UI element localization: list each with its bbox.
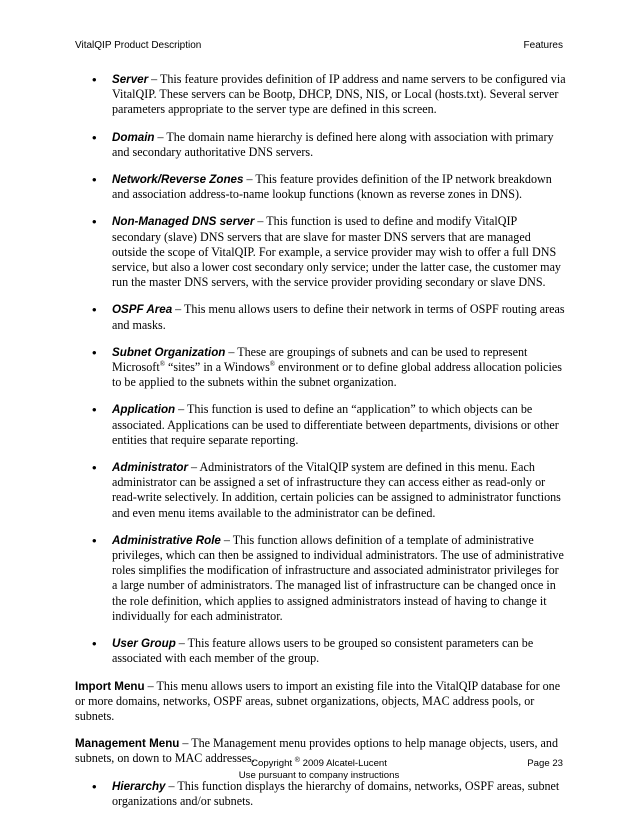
bullet-term: Administrator [112, 461, 189, 475]
bullet-marker: • [92, 129, 97, 145]
bullet-text: – This function is used to define an “application” to which objects can be associated. Applications can be used to differentiate between departments, divisions or other entities that require separate reporting. [112, 402, 559, 447]
bullet-text: – This feature allows users to be grouped so consistent parameters can be associated with each member of the group. [112, 636, 534, 666]
bullet-text-part2: “sites” in a Windows [165, 360, 270, 375]
bullet-text: – This function allows definition of a template of administrative privileges, which can then be assigned to individual administrators. The use of administrative roles simplifies the modification of infrastructure and associated administrator privileges for a large number of administrators. The managed list of infrastructure can be changed once in the role definition, which applies to assigned administrators instead of having to change it individually for each administrator. [112, 532, 564, 623]
paragraph-term: Management Menu [75, 737, 180, 751]
bullet-marker: • [92, 214, 97, 230]
bullet-term: OSPF Area [112, 303, 173, 317]
page-footer [75, 758, 563, 788]
bullet-server [75, 72, 567, 118]
bullet-marker: • [92, 778, 97, 794]
paragraph-text: – This menu allows users to import an existing file into the VitalQIP database for one or more domains, networks, OSPF areas, subnet organizations, objects, MAC address pools, or subnets. [75, 678, 561, 723]
bullet-text: – This feature provides definition of the IP network breakdown and association address-to-name lookup functions (known as reverse zones in DNS). [112, 172, 552, 202]
bullet-term: Server [112, 73, 149, 86]
bullet-text: – This function is used to define and modify VitalQIP secondary (slave) DNS servers that are slave for master DNS servers that are managed outside the scope of VitalQIP. For example, a service provider may wish to offer a full DNS service, but also a lower cost secondary only service; under the latter case, the customer may run the master DNS servers, with the service provider providing secondary or slave DNS. [112, 214, 561, 290]
bullet-text-part3: environment or to define global address allocation policies to be applied to the subnets within the subnet organization. [112, 360, 562, 390]
bullet-ospf-area [75, 302, 567, 332]
page-body [75, 72, 567, 809]
bullet-non-managed-dns [75, 214, 567, 290]
copyright-label: Copyright [251, 758, 295, 769]
paragraph-term: Import Menu [75, 679, 145, 693]
bullet-network-reverse-zones [75, 172, 567, 202]
page-header [75, 40, 563, 54]
paragraph-text: – The Management menu provides options to help manage objects, users, and subnets, on down to MAC addresses. [75, 736, 558, 766]
bullet-marker: • [92, 344, 97, 360]
bullet-term: Network/Reverse Zones [112, 173, 244, 187]
bullet-term: Subnet Organization [112, 345, 226, 359]
bullet-marker: • [92, 172, 97, 188]
bullet-user-group [75, 636, 567, 666]
bullet-term: User Group [112, 637, 176, 651]
bullet-marker: • [92, 460, 97, 476]
bullet-text: – This function displays the hierarchy of domains, networks, OSPF areas, subnet organizations and/or subnets. [112, 778, 560, 808]
registered-mark: ® [294, 756, 300, 764]
bullet-text: – Administrators of the VitalQIP system are defined in this menu. Each administrator can be assigned a set of infrastructure they can access either as read-only or read-write selectively. In addition, certain policies can be assigned to administrator functions and even menu items available to the administrator can be defined. [112, 460, 561, 520]
bullet-text: – This feature provides definition of IP address and name servers to be configured via VitalQIP. These servers can be Bootp, DHCP, DNS, NIS, or Local (hosts.txt). Several server parameters appropriate to the server type are defined in this screen. [112, 72, 566, 117]
bullet-term: Non-Managed DNS server [112, 215, 255, 229]
bullet-term: Application [112, 403, 176, 417]
bullet-administrative-role [75, 533, 567, 624]
bullet-marker: • [92, 302, 97, 318]
bullet-application [75, 402, 567, 448]
bullet-term: Administrative Role [112, 533, 221, 547]
header-doc-title: VitalQIP Product Description [75, 40, 202, 51]
footer-usage-note: Use pursuant to company instructions [238, 770, 400, 781]
bullet-term: Domain [112, 130, 155, 144]
page-number: Page 23 [527, 758, 563, 769]
bullet-marker: • [92, 636, 97, 652]
registered-mark: ® [159, 360, 166, 369]
footer-copyright-block [75, 758, 563, 782]
bullet-text: – The domain name hierarchy is defined here along with association with primary and secondary authoritative DNS servers. [112, 129, 554, 159]
bullet-text-part1: – These are groupings of subnets and can be used to represent Microsoft [112, 344, 528, 375]
copyright-holder: 2009 Alcatel-Lucent [299, 758, 387, 769]
bullet-marker: • [92, 72, 97, 87]
footer-copyright [75, 758, 563, 770]
bullet-subnet-organization [75, 345, 567, 391]
registered-mark: ® [269, 360, 276, 369]
bullet-domain [75, 130, 567, 160]
bullet-term: Hierarchy [112, 779, 166, 793]
bullet-marker: • [92, 402, 97, 418]
header-section: Features [523, 40, 563, 51]
bullet-marker: • [92, 532, 97, 548]
import-menu-paragraph [75, 679, 567, 725]
bullet-administrator [75, 460, 567, 521]
bullet-text: – This menu allows users to define their network in terms of OSPF routing areas and masks. [112, 302, 565, 332]
